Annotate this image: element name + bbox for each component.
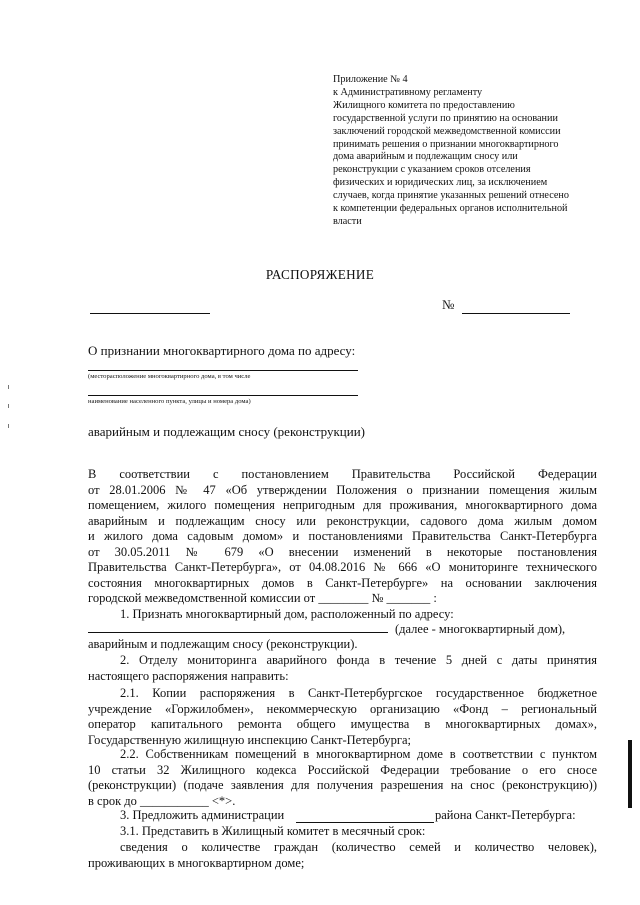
preamble-line: от 30.05.2011 № 679 «О внесении изменений в некоторые постановления (88, 544, 597, 559)
annex-line: Жилищного комитета по предоставлению (333, 99, 515, 111)
annex-line: Приложение № 4 (333, 74, 408, 85)
item-2-2-line: 10 статьи 32 Жилищного кодекса Российской Федерации требование о его сносе (88, 762, 597, 777)
district-blank-line (296, 822, 434, 823)
preamble-line: состояния многоквартирных домов в Санкт-Петербурге» на основании заключения (88, 575, 597, 590)
item-2-1-line: оператор капитального ремонта общего имущества в многоквартирных домах», (88, 717, 597, 731)
scan-margin-mark (8, 404, 9, 408)
item-2-2 (88, 747, 597, 809)
address-hint-1: (месторасположение многоквартирного дома, в том числе (88, 373, 251, 380)
item-3-1: 3.1. Представить в Жилищный комитет в месячный срок: (120, 824, 426, 838)
preamble-line: и жилого дома садовым домом» и постановлениями Правительства Санкт-Петербурга (88, 529, 597, 543)
info-line: сведения о количестве граждан (количество семей и количество человек), (120, 840, 597, 854)
item-2-1-line: Государственную жилищную инспекцию Санкт-Петербурга; (88, 732, 412, 747)
item-1-line-3: аварийным и подлежащим сносу (реконструкции). (88, 637, 358, 651)
date-blank-line (90, 313, 210, 314)
number-sign: № (442, 297, 455, 312)
preamble-line: аварийным и подлежащим сносу или реконструкции, садового дома жилым домом (88, 513, 597, 528)
annex-line: власти (333, 215, 362, 227)
preamble-line: Правительства Санкт-Петербурга», от 04.08.2016 № 666 «О мониторинге технического (88, 560, 597, 574)
preamble (88, 467, 597, 607)
item-1-address-line (88, 632, 388, 633)
item-2-2-deadline: в срок до ___________ <*>. (88, 793, 236, 808)
item-2-1 (88, 686, 597, 748)
annex-line: случаев, когда принятие указанных решений отнесено (333, 190, 569, 202)
annex-line: заключений городской межведомственной комиссии (333, 125, 561, 137)
preamble-line: от 28.01.2006 № 47 «Об утверждении Положения о признании помещения жилым (88, 482, 597, 497)
item-2-2-line: 2.2. Собственникам помещений в многоквартирном доме в соответствии с пунктом (120, 747, 597, 761)
preamble-line: В соответствии с постановлением Правительства Российской Федерации (88, 467, 597, 481)
item-2-line: 2. Отделу мониторинга аварийного фонда в течение 5 дней с даты принятия (120, 653, 597, 667)
item-2-2-line: (реконструкции) (подаче заявления для получения разрешения на снос (реконструкцию)) (88, 778, 597, 792)
annex-line: реконструкции с указанием сроков отселения (333, 164, 531, 176)
annex-line: принимать решения о признании многоквартирного (333, 138, 559, 150)
annex-line: государственной услуги по принятию на основании (333, 112, 558, 124)
annex-line: к компетенции федеральных органов исполнительной (333, 203, 568, 215)
item-1-line-2: (далее - многоквартирный дом), (395, 622, 566, 636)
address-hint-2: наименование населенного пункта, улицы и номера дома) (88, 398, 251, 405)
number-blank-line (462, 313, 570, 314)
item-1-line-1: 1. Признать многоквартирный дом, расположенный по адресу: (120, 607, 454, 621)
document-title: РАСПОРЯЖЕНИЕ (265, 267, 375, 282)
subject-tail: аварийным и подлежащим сносу (реконструкции) (88, 424, 366, 439)
item-2-1-line: 2.1. Копии распоряжения в Санкт-Петербургское государственное бюджетное (120, 686, 597, 700)
address-blank-line-1 (88, 370, 358, 371)
annex-header (333, 74, 623, 229)
scan-margin-mark (8, 385, 9, 389)
scan-margin-mark (8, 424, 9, 428)
address-blank-line-2 (88, 395, 358, 396)
subject-heading: О признании многоквартирного дома по адресу: (88, 343, 356, 358)
annex-line: к Административному регламенту (333, 86, 483, 98)
preamble-commission: городской межведомственной комиссии от ________ № _______ : (88, 591, 437, 605)
item-2-1-line: учреждение «Горжилобмен», некоммерческую организацию «Фонд – региональный (88, 701, 597, 716)
item-3-prefix: 3. Предложить администрации (120, 808, 285, 822)
item-3-suffix: района Санкт-Петербурга: (435, 808, 576, 822)
annex-line: дома аварийным и подлежащим сносу или (333, 151, 518, 163)
item-2-line: настоящего распоряжения направить: (88, 668, 289, 683)
scan-edge-mark (628, 740, 632, 808)
preamble-line: помещением, жилого помещения непригодным для проживания, многоквартирного дома (88, 498, 597, 512)
info-block (88, 840, 597, 871)
annex-line: физических и юридических лиц, за исключением (333, 177, 548, 189)
info-line: проживающих в многоквартирном доме; (88, 855, 305, 870)
item-2 (88, 653, 597, 684)
